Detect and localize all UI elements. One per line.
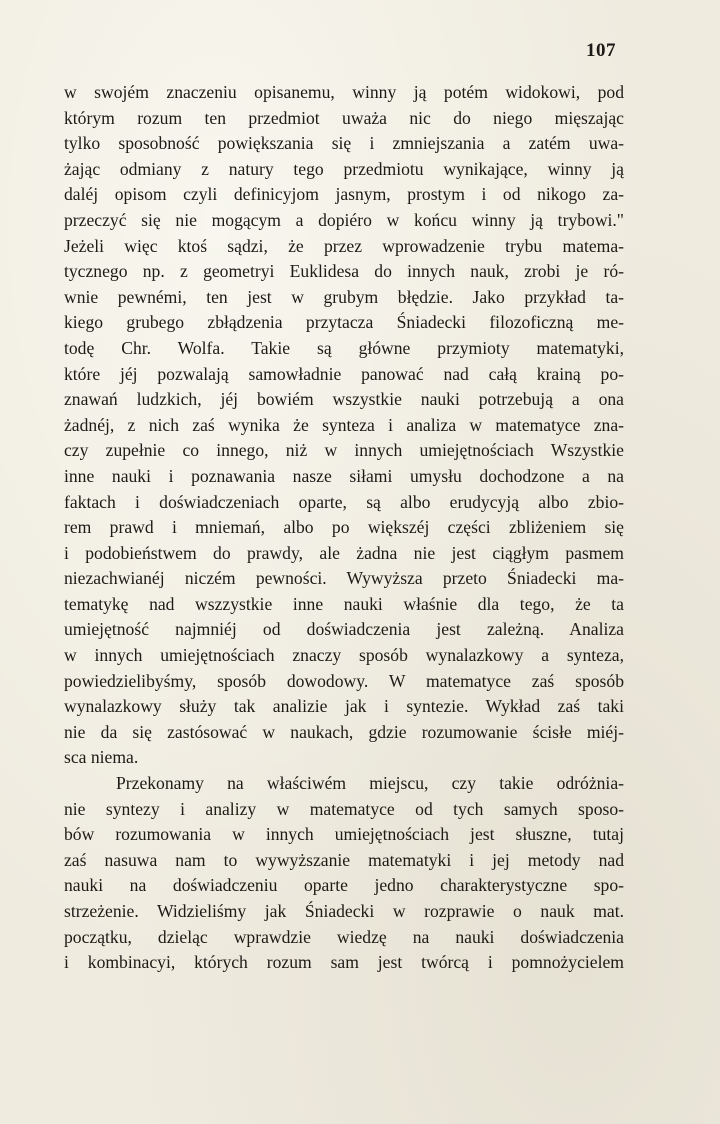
text-line: rem prawd i mniemań, albo po większéj części zbliżeniem się	[64, 517, 624, 538]
page-number: 107	[586, 40, 616, 61]
text-line: żadnéj, z nich zaś wynika że synteza i analiza w matematyce zna-	[64, 414, 624, 435]
text-line: kiego grubego zbłądzenia przytacza Śniadecki filozoficzną me-	[64, 312, 624, 333]
text-line: tycznego np. z geometryi Euklidesa do innych nauk, zrobi je ró-	[64, 261, 624, 282]
text-line: tylko sposobność powiększania się i zmniejszania a zatém uwa-	[64, 133, 624, 154]
text-line: wynalazkowy służy tak analizie jak i syntezie. Wykład zaś taki	[64, 696, 624, 717]
text-line: bów rozumowania w innych umiejętnościach jest słuszne, tutaj	[64, 824, 624, 845]
body-text	[64, 80, 624, 976]
text-line: niezachwianéj niczém pewności. Wywyższa przeto Śniadecki ma-	[64, 568, 624, 589]
text-line: wnie pewnémi, ten jest w grubym błędzie. Jako przykład ta-	[64, 286, 624, 307]
text-line: i podobieństwem do prawdy, ale żadna nie jest ciągłym pasmem	[64, 542, 624, 563]
text-line: todę Chr. Wolfa. Takie są główne przymioty matematyki,	[64, 337, 624, 358]
text-line: czy zupełnie co innego, niż w innych umiejętnościach Wszystkie	[64, 440, 624, 461]
text-line: daléj opisom czyli definicyjom jasnym, prostym i od nikogo za-	[64, 184, 624, 205]
text-line: faktach i doświadczeniach oparte, są albo erudycyją albo zbio-	[64, 491, 624, 512]
text-line: w swojém znaczeniu opisanemu, winny ją potém widokowi, pod	[64, 82, 624, 102]
text-line: żając odmiany z natury tego przedmiotu wynikające, winny ją	[64, 158, 624, 179]
text-line: początku, dzieląc wprawdzie wiedzę na nauki doświadczenia	[64, 926, 624, 947]
text-line: w innych umiejętnościach znaczy sposób wynalazkowy a synteza,	[64, 645, 624, 666]
text-line: inne nauki i poznawania nasze siłami umysłu dochodzone a na	[64, 465, 624, 486]
text-line: tematykę nad wszzystkie inne nauki właśnie dla tego, że ta	[64, 593, 624, 614]
text-line: powiedzielibyśmy, sposób dowodowy. W matematyce zaś sposób	[64, 670, 624, 691]
text-line: znawań ludzkich, jéj bowiém wszystkie nauki potrzebują a ona	[64, 389, 624, 410]
text-line: nie da się zastósować w naukach, gdzie rozumowanie ścisłe miéj-	[64, 721, 624, 742]
text-line: i kombinacyi, których rozum sam jest twórcą i pomnożycielem	[64, 952, 624, 973]
text-line: przeczyć się nie mogącym a dopiéro w końcu winny ją trybowi."	[64, 209, 624, 230]
text-line: umiejętność najmniéj od doświadczenia jest zależną. Analiza	[64, 619, 624, 640]
text-line: Przekonamy na właściwém miejscu, czy takie odróżnia-	[116, 773, 624, 794]
text-line: nauki na doświadczeniu oparte jedno charakterystyczne spo-	[64, 875, 624, 896]
text-line: Jeżeli więc ktoś sądzi, że przez wprowadzenie trybu matema-	[64, 235, 624, 256]
text-line: które jéj pozwalają samowładnie panować nad całą krainą po-	[64, 363, 624, 384]
text-line: strzeżenie. Widzieliśmy jak Śniadecki w rozprawie o nauk mat.	[64, 901, 624, 921]
text-line: zaś nasuwa nam to wywyższanie matematyki i jej metody nad	[64, 849, 624, 870]
text-line: nie syntezy i analizy w matematyce od tych samych sposo-	[64, 798, 624, 819]
text-line: sca niema.	[64, 747, 139, 768]
text-line: którym rozum ten przedmiot uważa nic do niego mięszając	[64, 107, 624, 128]
